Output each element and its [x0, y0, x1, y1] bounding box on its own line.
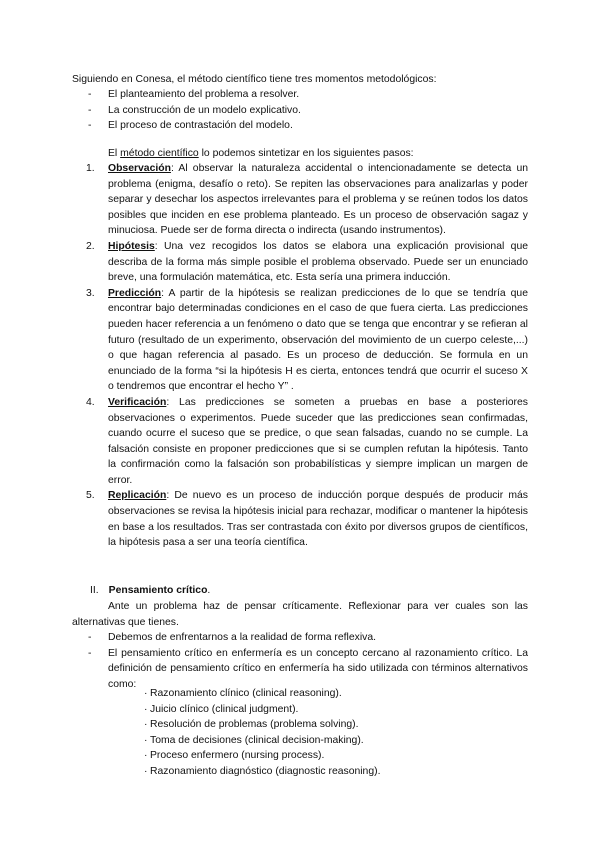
- list-item: · Razonamiento diagnóstico (diagnostic reasoning).: [144, 764, 504, 780]
- list-item: · Proceso enfermero (nursing process).: [144, 748, 504, 764]
- list-item: · Razonamiento clínico (clinical reasoning).: [144, 686, 504, 702]
- method-link[interactable]: método científico: [120, 148, 199, 159]
- intro-paragraph: Siguiendo en Conesa, el método científico tiene tres momentos metodológicos:: [72, 74, 437, 85]
- method-intro: El método científico lo podemos sintetizar en los siguientes pasos:: [108, 148, 414, 159]
- moments-list: [72, 87, 532, 134]
- terms-list: [144, 686, 504, 780]
- list-item: - La construcción de un modelo explicativo.: [72, 103, 532, 119]
- steps-list: [86, 161, 528, 551]
- list-item: - El pensamiento crítico en enfermería es un concepto cercano al razonamiento crítico. La definición de pensamiento crítico en enfermería ha sido utilizada con términos alternativos como:: [72, 646, 528, 693]
- step-title: Verificación: [108, 396, 167, 408]
- list-item: - El proceso de contrastación del modelo.: [72, 118, 532, 134]
- list-item: - El planteamiento del problema a resolver.: [72, 87, 532, 103]
- list-item: · Juicio clínico (clinical judgment).: [144, 702, 504, 718]
- step-observacion: 1. Observación: Al observar la naturaleza accidental o intencionadamente se detecta un problema (enigma, desafío o reto). Se repiten las observaciones para analizarlas y poder separar y desechar los aspectos irrelevantes para el problema y se reúnen todos los datos posibles que inciden en ese problema planteado. Es un proceso de observación sagaz y minuciosa. Puede ser de forma directa o indirecta (usando instrumentos).: [86, 163, 528, 237]
- step-title: Predicción: [108, 287, 162, 299]
- step-title: Observación: [108, 163, 171, 174]
- section-title: Pensamiento crítico: [108, 585, 208, 596]
- critical-list: [72, 630, 528, 692]
- step-hipotesis: 2. Hipótesis: Una vez recogidos los datos se elabora una explicación provisional que describa de la forma más simple posible el problema observado. Puede ser un enunciado breve, una formulación matemática, etc. Esta sería una primera inducción.: [86, 240, 528, 284]
- critical-intro: Ante un problema haz de pensar críticamente. Reflexionar para ver cuales son las alternativas que tienes.: [72, 601, 528, 628]
- section-heading: II. Pensamiento crítico.: [90, 585, 211, 596]
- step-title: Hipótesis: [108, 240, 155, 252]
- list-item: · Resolución de problemas (problema solving).: [144, 717, 504, 733]
- list-item: - Debemos de enfrentarnos a la realidad de forma reflexiva.: [72, 630, 528, 646]
- list-item: · Toma de decisiones (clinical decision-making).: [144, 733, 504, 749]
- step-prediccion: 3. Predicción: A partir de la hipótesis se realizan predicciones de lo que se tendría que encontrar bajo determinadas condiciones en el caso de que fuera cierta. Las predicciones pueden hacer referencia a un fenómeno o dato que se tenga que encontrar y se refieran al futuro (resultado de un experimento, observación del movimiento de un cuerpo celeste,...) o que hagan referencia al pasado. Es un proceso de deducción. Se formula en un enunciado de la forma “si la hipótesis H es cierta, entonces tendrá que ocurrir el suceso X o tendremos que encontrar el hecho Y” .: [86, 287, 528, 393]
- step-replicacion: 5. Replicación: De nuevo es un proceso de inducción porque después de producir más observaciones se revisa la hipótesis inicial para rechazar, modificar o mantener la hipótesis en base a los resultados. Tras ser contrastada con éxito por diversos grupos de científicos, la hipótesis pasa a ser una teoría científica.: [86, 490, 528, 549]
- step-verificacion: 4. Verificación: Las predicciones se someten a pruebas en base a posteriores observaciones o experimentos. Puede suceder que las predicciones sean confirmadas, cuando ocurre el suceso que se predice, o que sean falsadas, cuando no se cumple. La falsación consiste en proponer predicciones que si se cumplen refutan la hipótesis. Tanto la confirmación como la falsación son probabilísticas y siempre implican un margen de error.: [86, 396, 528, 486]
- step-title: Replicación: [108, 490, 167, 502]
